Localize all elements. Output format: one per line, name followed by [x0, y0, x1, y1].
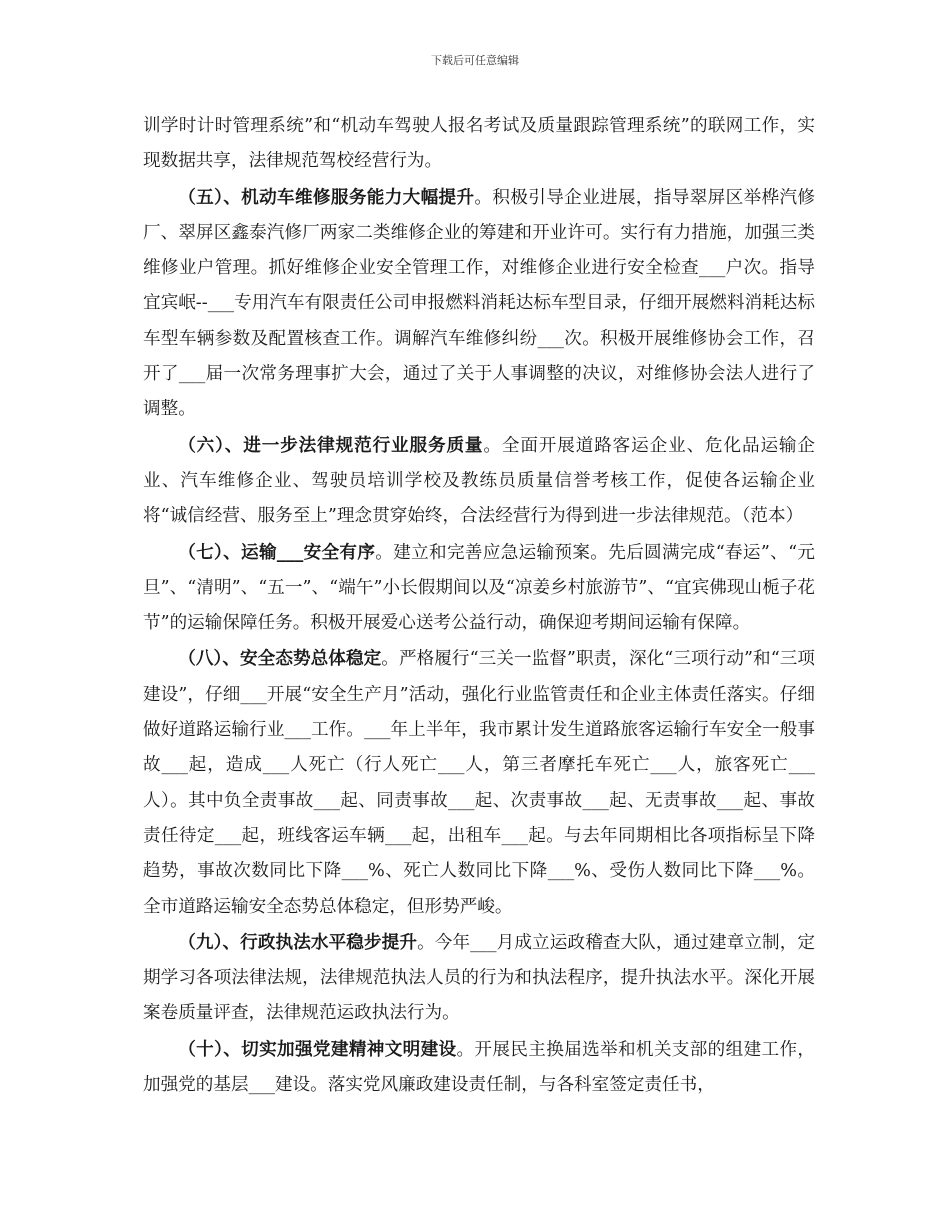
section-5-heading: （五）、机动车维修服务能力大幅提升 — [178, 186, 475, 208]
section-7-text: 。建立和完善应急运输预案。先后圆满完成“春运”、“元旦”、“清明”、“五一”、“端午”小长假期间以及“凉姜乡村旅游节”、“宜宾佛现山栀子花节”的运输保障任务。积极开展爱心送考公益行动，确保迎考期间运输有保障。 — [143, 542, 815, 634]
section-8-text: 。严格履行“三关一监督”职责，深化“三项行动”和“三项建设”，仔细___开展“安全生产月”活动，强化行业监管责任和企业主体责任落实。仔细做好道路运输行业___工作。___年上半年，我市累计发生道路旅客运输行车安全一般事故___起，造成___人死亡（行人死亡___人，第三者摩托车死亡___人，旅客死亡___人）。其中负全责事故___起、同责事故___起、次责事故___起、无责事故___起、事故责任待定___起，班线客运车辆___起，出租车___起。与去年同期相比各项指标呈下降趋势，事故次数同比下降___%、死亡人数同比下降___%、受伤人数同比下降___%。全市道路运输安全态势总体稳定，但形势严峻。 — [143, 649, 816, 917]
paragraph-1-text: 训学时计时管理系统”和“机动车驾驶人报名考试及质量跟踪管理系统”的联网工作，实现数据共享，法律规范驾校经营行为。 — [143, 116, 815, 172]
page-header: 下载后可任意编辑 — [431, 54, 519, 67]
paragraph-1 — [143, 108, 815, 180]
paragraph-section-8 — [143, 641, 815, 924]
paragraph-section-10 — [143, 1032, 815, 1104]
paragraph-section-9 — [143, 925, 815, 1032]
section-10-heading: （十）、切实加强党建精神文明建设 — [178, 1038, 457, 1060]
paragraph-section-5 — [143, 180, 815, 428]
section-10-text: 。开展民主换届选举和机关支部的组建工作，加强党的基层___建设。落实党风廉政建设责任制，与各科室签定责任书， — [143, 1039, 815, 1096]
section-9-text: 。今年___月成立运政稽查大队，通过建章立制，定期学习各项法律法规，法律规范执法人员的行为和执法程序，提升执法水平。深化开展案卷质量评查，法律规范运政执法行为。 — [143, 932, 815, 1024]
paragraph-section-6 — [143, 428, 815, 535]
section-6-heading: （六）、进一步法律规范行业服务质量 — [178, 434, 484, 456]
section-7-heading: （七）、运输___安全有序 — [178, 541, 376, 563]
section-5-text: 。积极引导企业进展，指导翠屏区举桦汽修厂、翠屏区鑫泰汽修厂两家二类维修企业的筹建和开业许可。实行有力措施，加强三类维修业户管理。抓好维修企业安全管理工作，对维修企业进行安全检查___户次。指导宜宾岷--___专用汽车有限责任公司申报燃料消耗达标车型目录，仔细开展燃料消耗达标车型车辆参数及配置核查工作。调解汽车维修纠纷___次。积极开展维修协会工作，召开了___届一次常务理事扩大会，通过了关于人事调整的决议，对维修协会法人进行了调整。 — [143, 187, 815, 420]
section-9-heading: （九）、行政执法水平稳步提升 — [178, 931, 418, 953]
paragraph-section-7 — [143, 535, 815, 642]
section-6-text: 。全面开展道路客运企业、危化品运输企业、汽车维修企业、驾驶员培训学校及教练员质量信誉考核工作，促使各运输企业将“诚信经营、服务至上”理念贯穿始终，合法经营行为得到进一步法律规范。（范本） — [143, 435, 815, 527]
document-body — [143, 108, 815, 1103]
section-8-heading: （八）、安全态势总体稳定 — [178, 648, 382, 670]
